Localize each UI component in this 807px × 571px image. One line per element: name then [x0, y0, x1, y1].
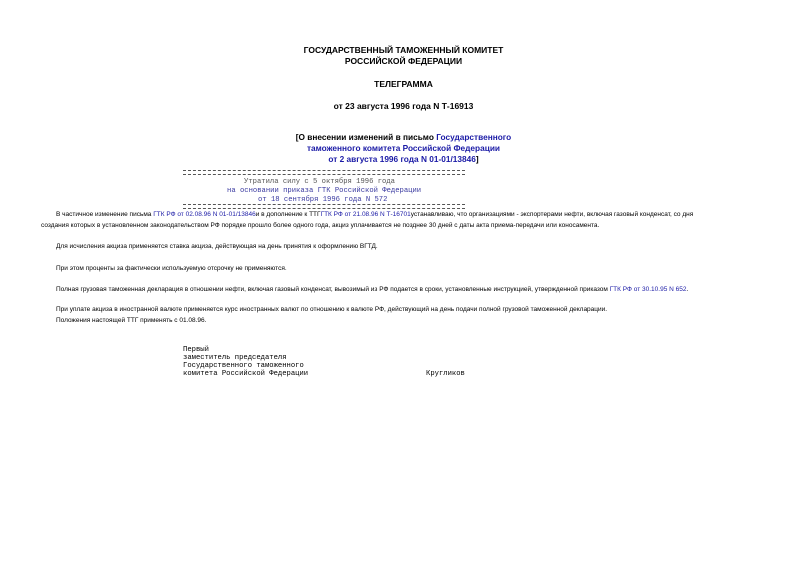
paragraph-1-line2: создания которых в установленном законодательством РФ порядке прошло более одного года, акциз уплачивается не позднее 30 дней с даты акта приема-передачи или коносамента.: [41, 222, 600, 229]
p1-link-telegram[interactable]: ГТК РФ от 21.08.96 N Т-16701: [320, 211, 411, 218]
paragraph-2: Для исчисления акциза применяется ставка акциза, действующая на день принятия к оформлению ВГТД.: [56, 243, 378, 250]
status-rule-bottom: [183, 204, 465, 209]
paragraph-4: [56, 285, 776, 295]
status-link-line3[interactable]: от 18 сентября 1996 года N 572: [258, 196, 388, 204]
paragraph-1-line1: [56, 210, 776, 220]
doc-date: от 23 августа 1996 года N Т-16913: [333, 101, 474, 111]
org-name-line2: РОССИЙСКОЙ ФЕДЕРАЦИИ: [344, 56, 463, 66]
p1-text-a: В частичное изменение письма: [56, 211, 154, 218]
signature-line3: Государственного таможенного: [183, 362, 304, 370]
paragraph-5: При уплате акциза в иностранной валюте применяется курс иностранных валют по отношению к валюте РФ, действующий на день подачи полной грузовой таможенной декларации.: [56, 306, 608, 313]
subject-link-part1[interactable]: Государственного: [436, 132, 512, 142]
subject-link-part2[interactable]: таможенного комитета Российской Федерации: [306, 143, 501, 153]
status-link-line2[interactable]: на основании приказа ГТК Российской Федерации: [227, 187, 422, 195]
signature-line4: комитета Российской Федерации: [183, 370, 309, 378]
paragraph-3: При этом проценты за фактически используемую отсрочку не применяются.: [56, 265, 287, 272]
subject-line2: [0, 143, 807, 154]
p4-text-a: Полная грузовая таможенная декларация в отношении нефти, включая газовый конденсат, вывозимый из РФ подается в сроки, установленные инструкцией, утвержденной приказом: [56, 286, 610, 293]
p1-text-b: и в дополнение к ТТГ: [255, 211, 321, 218]
p4-text-b: .: [686, 286, 689, 293]
doc-type: ТЕЛЕГРАММА: [374, 79, 433, 89]
signature-line2: заместитель председателя: [183, 354, 287, 362]
subject-line1: [0, 132, 807, 143]
subject-close: ]: [475, 154, 479, 164]
subject-link-part3[interactable]: от 2 августа 1996 года N 01-01/13846: [328, 154, 476, 164]
p4-link-order[interactable]: ГТК РФ от 30.10.95 N 652: [609, 286, 687, 293]
p1-link-letter[interactable]: ГТК РФ от 02.08.96 N 01-01/13846: [153, 211, 256, 218]
status-rule-top: [183, 170, 465, 175]
signature-line1: Первый: [183, 346, 209, 354]
p1-text-c: устанавливаю, что организациями - экспортерами нефти, включая газовый конденсат, со дня: [410, 211, 694, 218]
org-name-line1: ГОСУДАРСТВЕННЫЙ ТАМОЖЕННЫЙ КОМИТЕТ: [303, 45, 504, 55]
subject-line3: [0, 154, 807, 165]
signature-name: Кругликов: [426, 370, 465, 378]
paragraph-6: Положения настоящей ТТГ применять с 01.08.96.: [56, 317, 207, 324]
status-line1: Утратила силу с 5 октября 1996 года: [244, 178, 395, 186]
subject-open: [О внесении изменений в письмо: [295, 132, 437, 142]
